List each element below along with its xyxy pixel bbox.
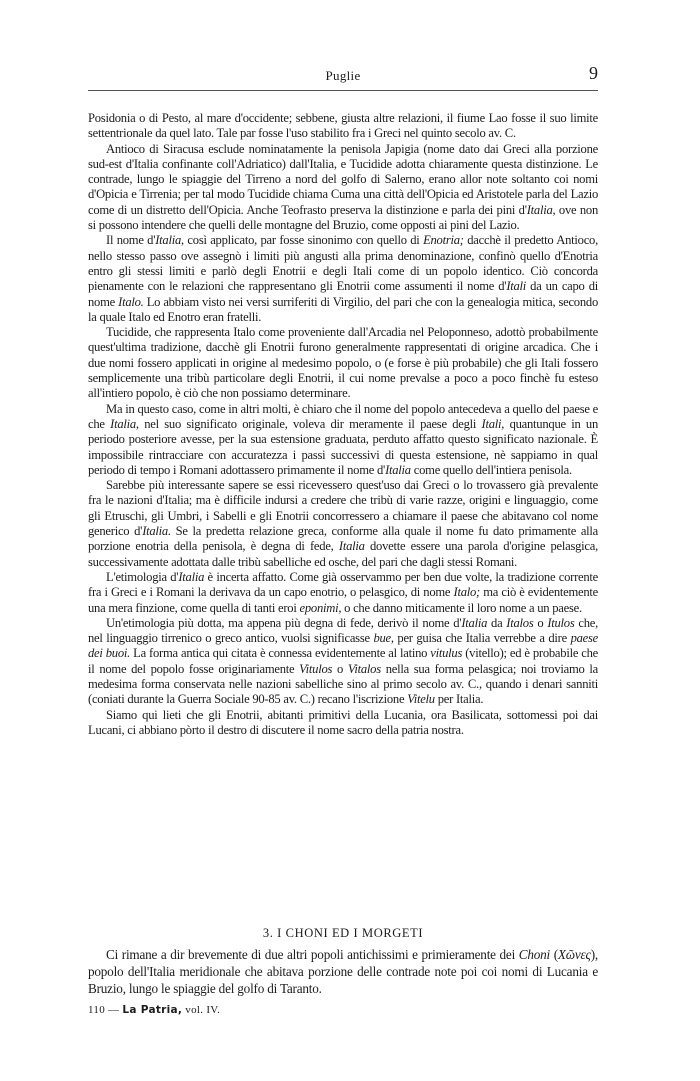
paragraph: [88, 570, 598, 616]
text-run: Ma in questo caso, come in altri molti, è chiaro che il nome del popolo antecedeva a quello del paese e che: [88, 401, 598, 431]
footer-sheet: 110 —: [88, 1004, 120, 1016]
section-text: [88, 946, 598, 997]
italic-run: Italo;: [453, 585, 480, 600]
footer-publication: La Patria,: [122, 1004, 183, 1016]
italic-run: Vitelu: [407, 692, 435, 707]
italic-run: Italia: [385, 462, 411, 477]
italic-run: Italia: [461, 615, 488, 630]
section-heading: 3. I CHONI ED I MORGETI: [262, 926, 424, 940]
italic-run: Itulos: [547, 615, 575, 630]
italic-run: paese dei buoi.: [88, 631, 598, 661]
paragraph: [88, 708, 598, 739]
italic-run: vitulus: [430, 646, 463, 661]
paragraph: [88, 478, 598, 570]
page-header: [88, 58, 598, 91]
text-run: per guisa che Italia verrebbe a dire: [393, 631, 571, 646]
italic-run: eponimi,: [299, 600, 342, 615]
text-run: ma ciò è evidentemente una mera finzione, come quella di tanti eroi: [88, 585, 598, 615]
text-run: , ove non si possono intendere che quelli delle montagne del Bruzio, come opposti ai pini del Lazio.: [88, 202, 598, 233]
paragraph: [88, 402, 598, 478]
text-run: o: [332, 661, 348, 676]
text-run: nella sua forma pelasgica; noi troviamo la medesima forma conservata nelle nazioni sabelliche sino al primo secolo av. C., quando i denari sanniti (coniati durante la Guerra Sociale 90-85 av. C.) recano l'iscrizione: [88, 661, 598, 707]
page-number: 9: [589, 63, 598, 83]
italic-run: Vitulos: [299, 661, 333, 676]
text-run: dovette essere una parola d'origine pelasgica, successivamente adottata dalle tribù sabelliche ed osche, del pari che dagli stessi Romani.: [88, 539, 598, 569]
text-run: Il nome d': [106, 233, 156, 248]
text-run: Lo abbiam visto nei versi surriferiti di Virgilio, del pari che con la genealogia mitica, secondo la quale Italo ed Enotro eran fratelli.: [88, 294, 598, 324]
footer-signature: [88, 1004, 220, 1016]
running-title: Puglie: [325, 68, 361, 83]
italic-run: Choni: [518, 947, 551, 962]
text-run: L'etimologia d': [106, 569, 179, 584]
text-run: La forma antica qui citata è connessa evidentemente al latino: [130, 646, 431, 661]
text-run: Posidonia o di Pesto, al mare d'occidente; sebbene, giusta altre relazioni, il fiume Lao fosse il suo limite settentrionale da quel lato. Tale par fosse l'uso stabilito fra i Greci nel quinto secolo av. C.: [88, 111, 598, 141]
text-run: (vitello); ed è probabile che il nome del popolo fosse originariamente: [88, 646, 598, 676]
italic-run: Italia: [526, 202, 553, 217]
text-run: (: [550, 947, 558, 962]
paragraph: [88, 616, 598, 708]
paragraph: [88, 325, 598, 401]
text-run: dacchè il predetto Antioco, nello stesso passo ove assegnò i limiti più angusti alla prima denominazione, confinò quello d'Enotria entro gli stessi limiti e parlò degli Enotrii e degli Itali come di un popolo identico. Ciò concorda pienamente con le relazioni che rappresentano gli Enotrii come assumenti il nome d': [88, 233, 598, 294]
italic-run: Italos: [506, 615, 534, 630]
text-run: Tucidide, che rappresenta Italo come proveniente dall'Arcadia nel Peloponneso, adottò probabilmente quest'ultima tradizione, dacchè gli Enotrii furono generalmente rappresentati di origine arcadica. Che i due nomi fossero applicati in origine al medesimo popolo, o (e forse è più probabile) che gli Itali fossero semplicemente una tribù particolare degli Enotrii, il cui nome prevalse a poco a poco finchè fu esteso all'intiero popolo, è ciò che non possiamo determinare.: [88, 325, 598, 401]
book-page: [88, 0, 598, 1081]
paragraph: [88, 233, 598, 325]
footer-volume: vol. IV.: [185, 1004, 221, 1016]
text-run: è incerta affatto. Come già osservammo per ben due volte, la tradizione corrente fra i Greci e i Romani la derivava da un capo enotrio, o pelasgico, di nome: [88, 569, 598, 600]
text-run: quantunque in un periodo posteriore avesse, per la sua estensione graduata, perduto affatto questo significato nazionale. È impossibile rintracciare con accuratezza i passi successivi di questa estensione, nè sappiamo in qual periodo di tempo i Romani adottassero primamente il nome d': [88, 416, 599, 477]
paragraph: [88, 142, 598, 234]
text-run: Ci rimane a dir brevemente di due altri popoli antichissimi e primieramente dei: [106, 947, 519, 962]
italic-run: Itali,: [481, 416, 505, 431]
text-run: che, nel linguaggio tirrenico o greco antico, vuolsi significasse: [88, 615, 599, 646]
text-run: o che danno miticamente il loro nome a un paese.: [341, 600, 582, 615]
italic-run: Italia.: [142, 524, 171, 539]
paragraph: [88, 111, 598, 142]
italic-run: Χῶνες: [557, 947, 591, 962]
italic-run: Vitalos: [347, 661, 381, 676]
italic-run: bue,: [373, 631, 394, 646]
section-paragraph: [88, 946, 598, 997]
italic-run: Italia: [338, 539, 365, 554]
italic-run: Italia: [178, 569, 205, 584]
italic-run: Italo.: [118, 294, 144, 309]
text-run: per Italia.: [434, 692, 484, 707]
text-run: Sarebbe più interessante sapere se essi ricevessero quest'uso dai Greci o lo trovassero già prevalente fra le nazioni d'Italia; ma è difficile indursi a credere che tribù di varie razze, origini e linguaggio, come gli Etruschi, gli Umbri, i Sabelli e gli Enotrii concorressero a chiamare il paese che abitavano col nome generico d': [88, 478, 598, 539]
italic-run: Italia,: [110, 416, 139, 431]
italic-run: Enotria;: [423, 233, 464, 248]
text-run: da: [487, 615, 507, 630]
text-run: Siamo qui lieti che gli Enotrii, abitanti primitivi della Lucania, ora Basilicata, sottomessi poi dai Lucani, ci abbiano pòrto il destro di discutere il nome sacro della patria nostra.: [88, 707, 598, 737]
italic-run: Italia: [155, 233, 182, 248]
text-run: , così applicato, par fosse sinonimo con quello di: [181, 233, 424, 248]
text-run: o: [533, 615, 548, 630]
text-run: Antioco di Siracusa esclude nominatamente la penisola Japigia (nome dato dai Greci alla porzione sud-est d'Italia confinante coll'Adriatico) dall'Italia, e Tucidide adotta chiaramente questa distinzione. Le contrade, lungo le spiaggie del Tirreno a nord del golfo di Salerno, erano allor note soltanto coi nomi d'Opicia e Tirrenia; per tal modo Tucidide chiama Cuma una città dell'Opicia ed Aristotele parla del Lazio come di un distretto dell'Opicia. Anche Teofrasto preserva la distinzione e parla dei pini d': [88, 141, 598, 217]
italic-run: Itali: [506, 279, 527, 294]
text-run: come quello dell'intiera penisola.: [410, 462, 572, 477]
text-run: ), popolo dell'Italia meridionale che abitava porzione delle contrade note poi coi nomi di Lucania e Bruzio, lungo le spiaggie del golfo di Taranto.: [88, 947, 598, 996]
text-run: Un'etimologia più dotta, ma appena più degna di fede, derivò il nome d': [106, 615, 462, 630]
text-run: nel suo significato originale, voleva dir meramente il paese degli: [138, 416, 482, 431]
text-run: Se la predetta relazione greca, conforme alla quale il nome fu dato primamente alla porzione enotria della penisola, è degna di fede,: [88, 524, 598, 554]
body-text: [88, 111, 598, 738]
text-run: da un capo di nome: [88, 279, 598, 309]
